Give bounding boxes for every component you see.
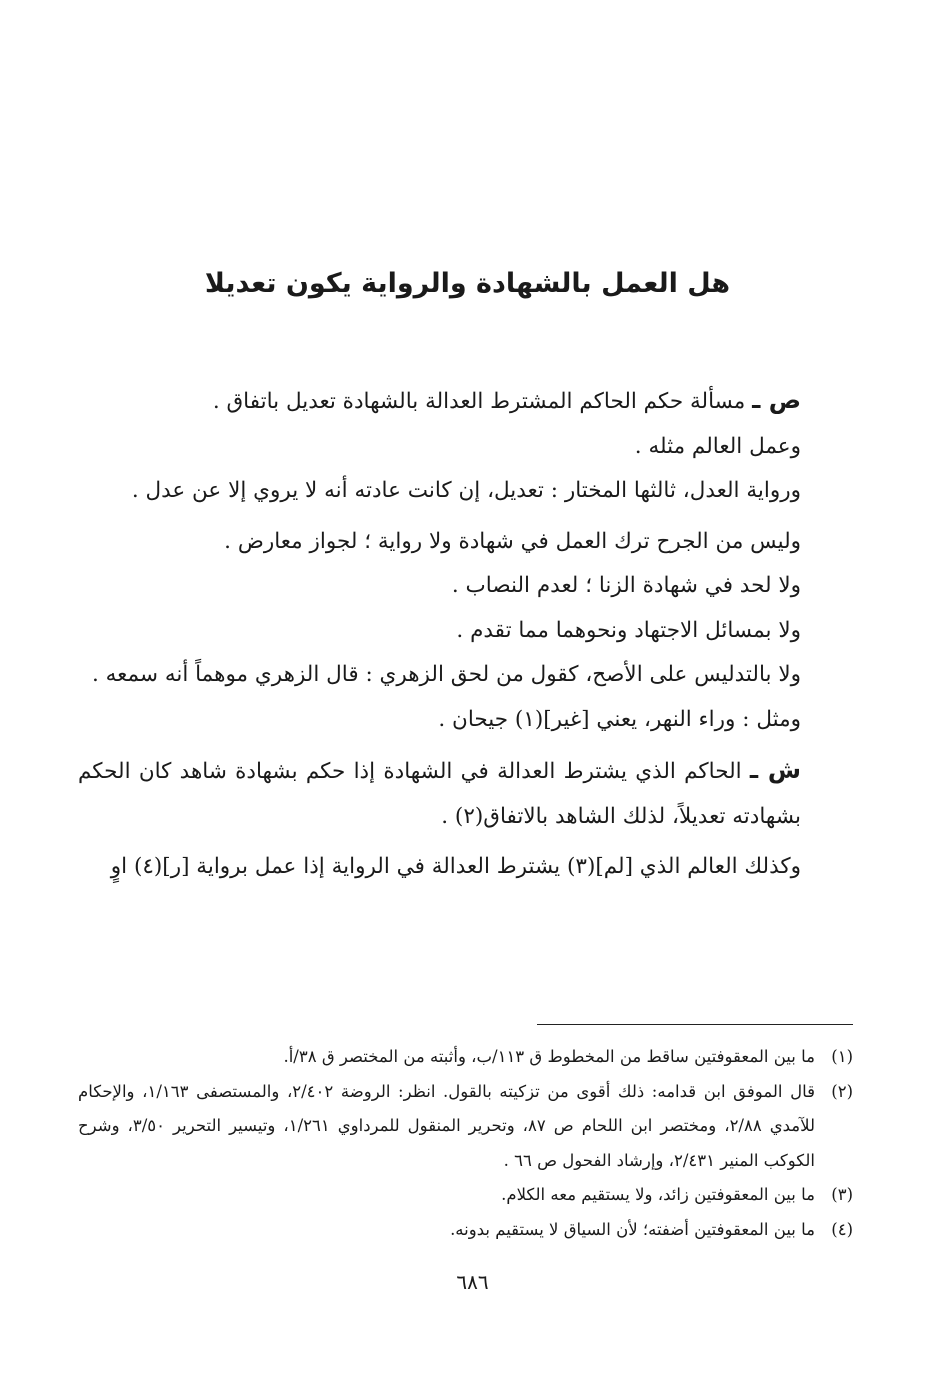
paragraph-6: ولا بمسائل الاجتهاد ونحوهما مما تقدم .: [456, 617, 801, 643]
footnote-divider: [537, 1024, 853, 1025]
footnote-item: [78, 1040, 853, 1075]
paragraph-5: ولا لحد في شهادة الزنا ؛ لعدم النصاب .: [451, 573, 801, 598]
paragraph-2: وعمل العالم مثله .: [634, 433, 801, 459]
footnote-number: (٢): [831, 1081, 853, 1101]
paragraph-3: ورواية العدل، ثالثها المختار : تعديل، إن كانت عادته أنه لا يروي إلا عن عدل .: [131, 478, 801, 503]
footnote-text: ما بين المعقوفتين أضفته؛ لأن السياق لا يستقيم بدونه.: [450, 1219, 815, 1239]
paragraph-4: وليس من الجرح ترك العمل في شهادة ولا رواية ؛ لجواز معارض .: [224, 528, 801, 554]
paragraph-7: ولا بالتدليس على الأصح، كقول من لحق الزهري : قال الزهري موهماً أنه سمعه .: [91, 662, 801, 687]
footnote-item: [78, 1178, 853, 1213]
footnote-number: (٣): [831, 1185, 853, 1204]
main-text: [78, 378, 853, 890]
footnote-number: (٤): [831, 1219, 853, 1239]
paragraph-10: وكذلك العالم الذي [لم](٣) يشترط العدالة في الرواية إذا عمل برواية [ر](٤) اوٍ: [110, 854, 801, 879]
footnote-number: (١): [831, 1047, 853, 1066]
page-number: ٦٨٦: [456, 1270, 489, 1294]
footnote-text: ما بين المعقوفتين زائد، ولا يستقيم معه الكلام.: [501, 1185, 815, 1204]
section-marker-text: ص ـ: [752, 386, 801, 414]
footnote-text: ما بين المعقوفتين ساقط من المخطوط ق ١١٣/ب، وأثبته من المختصر ق ٣٨/أ.: [283, 1047, 815, 1066]
paragraph-1-text: مسألة حكم الحاكم المشترط العدالة بالشهادة تعديل باتفاق .: [212, 389, 753, 414]
footnote-text: قال الموفق ابن قدامه: ذلك أقوى من تزكيته بالقول. انظر: الروضة ٢/٤٠٢، والمستصفى ١/١٦٣، والإحكام للآمدي ٢/٨٨، ومختصر ابن اللحام ص ٨٧، وتحرير المنقول للمرداوي ١/٢٦١، وتيسير التحرير ٣/٥٠، وشرح الكوكب المنير ٢/٤٣١، وإرشاد الفحول ص ٦٦ .: [78, 1081, 815, 1170]
paragraph-text-issue: [78, 378, 853, 425]
commentary-marker-text: ش ـ: [749, 756, 801, 784]
chapter-title: هل العمل بالشهادة والرواية يكون تعديلا: [204, 268, 731, 299]
paragraph-9-text: الحاكم الذي يشترط العدالة في الشهادة إذا حكم بشهادة شاهد كان الحكم بشهادته تعديلاً، لذلك الشاهد بالاتفاق(٢) .: [78, 759, 801, 829]
footnote-item: [78, 1075, 853, 1179]
footnotes-section: [78, 1040, 853, 1247]
paragraph-commentary: [78, 748, 853, 839]
footnote-item: [78, 1213, 853, 1248]
paragraph-8: ومثل : وراء النهر، يعني [غير](١) جيحان .: [438, 706, 801, 732]
